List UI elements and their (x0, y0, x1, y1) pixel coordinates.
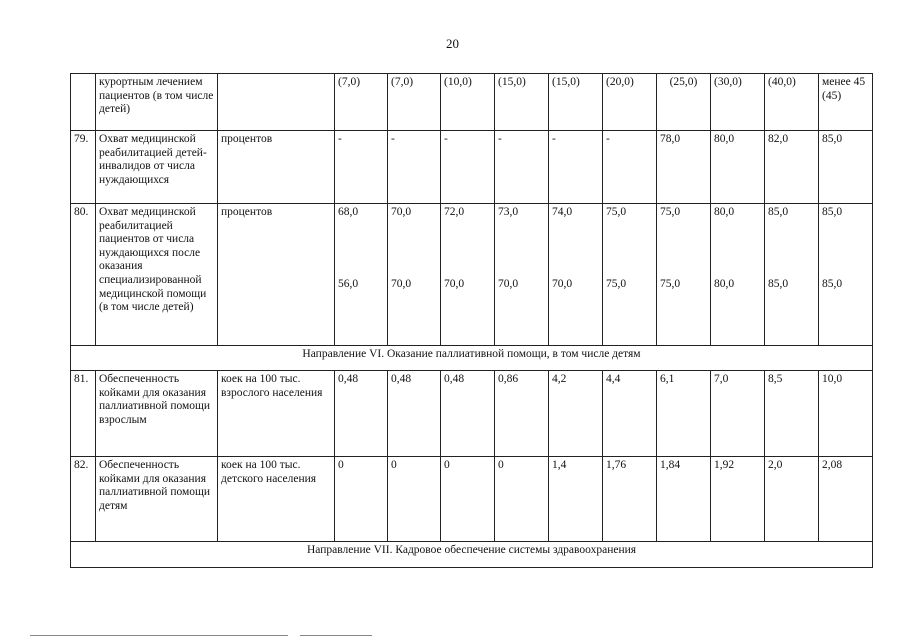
value-cell: (25,0) (657, 74, 711, 131)
indicator-name: курортным лечением пациентов (в том числе детей) (96, 74, 218, 131)
indicators-table (70, 73, 873, 568)
section-heading: Направление VII. Кадровое обеспечение системы здравоохранения (71, 542, 873, 568)
value-cell: 82,0 (765, 131, 819, 204)
value-cell (657, 204, 711, 346)
table-row (71, 204, 873, 346)
value-total: 85,0 (768, 206, 789, 218)
value-cell (765, 204, 819, 346)
page-number: 20 (446, 36, 459, 51)
value-cell (335, 204, 388, 346)
value-total: 74,0 (552, 206, 573, 218)
value-cell: (30,0) (711, 74, 765, 131)
value-cell: 2,08 (819, 457, 873, 542)
value-cell (711, 204, 765, 346)
value-cell: - (603, 131, 657, 204)
value-cell: 0 (495, 457, 549, 542)
value-cell: (20,0) (603, 74, 657, 131)
value-cell: 6,1 (657, 371, 711, 457)
value-cell (441, 204, 495, 346)
value-children: 75,0 (606, 277, 627, 290)
value-cell: 1,92 (711, 457, 765, 542)
value-cell: 2,0 (765, 457, 819, 542)
value-cell (603, 204, 657, 346)
table-row (71, 371, 873, 457)
section-row (71, 346, 873, 371)
value-cell: 10,0 (819, 371, 873, 457)
value-cell: 4,2 (549, 371, 603, 457)
value-children: 70,0 (391, 277, 412, 290)
value-total: 80,0 (714, 206, 735, 218)
unit-cell: процентов (218, 204, 335, 346)
value-cell: - (388, 131, 441, 204)
section-heading: Направление VI. Оказание паллиативной помощи, в том числе детям (71, 346, 873, 371)
value-cell: 7,0 (711, 371, 765, 457)
value-total: 85,0 (822, 206, 843, 218)
value-children: 56,0 (338, 277, 359, 290)
value-cell: (15,0) (549, 74, 603, 131)
row-number: 82. (71, 457, 96, 542)
indicator-name: Охват медицинской реабилитацией пациентов от числа нуждающихся после оказания специализированной медицинской помощи (в том числе детей) (96, 204, 218, 346)
value-cell (495, 204, 549, 346)
value-cell: 8,5 (765, 371, 819, 457)
table-row (71, 131, 873, 204)
value-cell: 0,86 (495, 371, 549, 457)
value-cell: 1,76 (603, 457, 657, 542)
value-cell: 4,4 (603, 371, 657, 457)
indicator-name: Охват медицинской реабилитацией детей-инвалидов от числа нуждающихся (96, 131, 218, 204)
value-children: 70,0 (498, 277, 519, 290)
value-cell: 78,0 (657, 131, 711, 204)
footer-rule (300, 635, 372, 636)
value-cell: - (549, 131, 603, 204)
value-cell: 0 (441, 457, 495, 542)
value-cell: 0 (335, 457, 388, 542)
value-cell: (10,0) (441, 74, 495, 131)
table-row (71, 74, 873, 131)
value-total: 73,0 (498, 206, 519, 218)
value-cell: (7,0) (335, 74, 388, 131)
table-row (71, 457, 873, 542)
value-cell: 0,48 (441, 371, 495, 457)
unit-cell: коек на 100 тыс. детского населения (218, 457, 335, 542)
value-children: 80,0 (714, 277, 735, 290)
indicator-name: Обеспеченность койками для оказания паллиативной помощи детям (96, 457, 218, 542)
value-cell: 0,48 (335, 371, 388, 457)
value-total: 75,0 (660, 206, 681, 218)
row-number: 81. (71, 371, 96, 457)
value-total: 75,0 (606, 206, 627, 218)
value-cell: (15,0) (495, 74, 549, 131)
value-cell: (7,0) (388, 74, 441, 131)
row-number: 80. (71, 204, 96, 346)
value-cell (549, 204, 603, 346)
indicator-name: Обеспеченность койками для оказания паллиативной помощи взрослым (96, 371, 218, 457)
value-cell (819, 204, 873, 346)
value-children: 85,0 (822, 277, 843, 290)
value-cell: (40,0) (765, 74, 819, 131)
value-cell: 0 (388, 457, 441, 542)
value-cell: 85,0 (819, 131, 873, 204)
value-cell: менее 45 (45) (819, 74, 873, 131)
value-total: 72,0 (444, 206, 465, 218)
value-cell: - (441, 131, 495, 204)
row-number (71, 74, 96, 131)
value-children: 70,0 (552, 277, 573, 290)
unit-cell: коек на 100 тыс. взрослого населения (218, 371, 335, 457)
value-cell: - (495, 131, 549, 204)
value-children: 75,0 (660, 277, 681, 290)
footer-rule (30, 635, 288, 636)
unit-cell (218, 74, 335, 131)
value-cell (388, 204, 441, 346)
unit-cell: процентов (218, 131, 335, 204)
value-cell: - (335, 131, 388, 204)
value-total: 68,0 (338, 206, 359, 218)
value-cell: 0,48 (388, 371, 441, 457)
value-cell: 1,4 (549, 457, 603, 542)
value-children: 70,0 (444, 277, 465, 290)
section-row (71, 542, 873, 568)
value-total: 70,0 (391, 206, 412, 218)
row-number: 79. (71, 131, 96, 204)
value-children: 85,0 (768, 277, 789, 290)
value-cell: 1,84 (657, 457, 711, 542)
value-cell: 80,0 (711, 131, 765, 204)
